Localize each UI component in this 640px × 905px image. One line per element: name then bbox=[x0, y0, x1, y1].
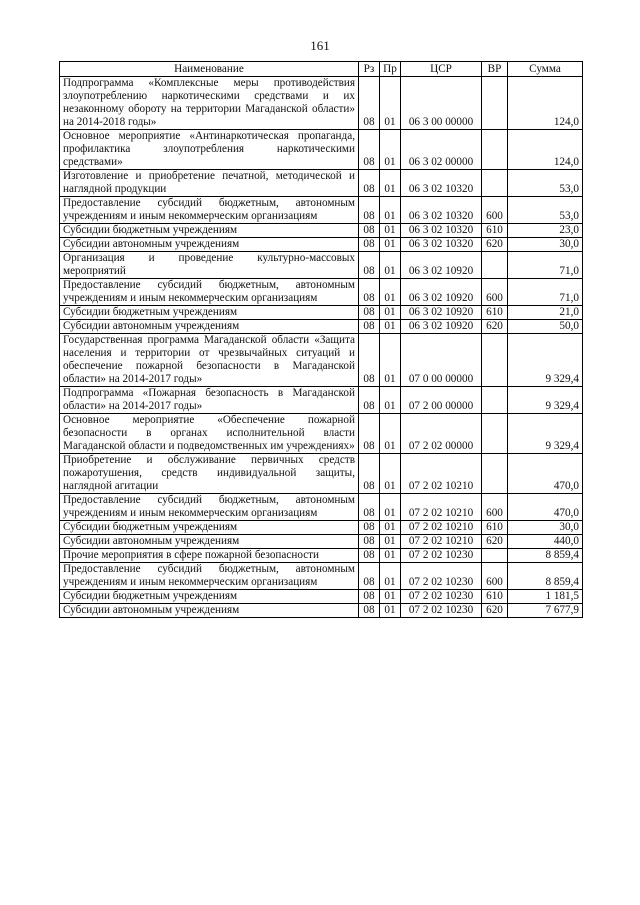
cell-name: Основное мероприятие «Антинаркотическая пропаганда, профилактика злоупотребления наркотическими средствами» bbox=[60, 130, 359, 170]
cell-csr: 06 3 02 10920 bbox=[401, 306, 482, 320]
cell-sum: 9 329,4 bbox=[508, 387, 583, 414]
cell-rz: 08 bbox=[359, 320, 380, 334]
table-row bbox=[60, 306, 583, 320]
budget-table bbox=[59, 61, 583, 618]
header-sum: Сумма bbox=[508, 62, 583, 77]
header-vr: ВР bbox=[482, 62, 508, 77]
cell-name: Подпрограмма «Комплексные меры противодействия злоупотреблению наркотическими средствами и их незаконному обороту на территории Магаданской области» на 2014-2018 годы» bbox=[60, 77, 359, 130]
cell-csr: 06 3 02 10320 bbox=[401, 170, 482, 197]
cell-vr: 620 bbox=[482, 238, 508, 252]
table-row bbox=[60, 604, 583, 618]
cell-rz: 08 bbox=[359, 197, 380, 224]
cell-csr: 06 3 02 10920 bbox=[401, 252, 482, 279]
cell-csr: 07 2 00 00000 bbox=[401, 387, 482, 414]
table-row bbox=[60, 252, 583, 279]
cell-sum: 124,0 bbox=[508, 77, 583, 130]
cell-vr: 610 bbox=[482, 590, 508, 604]
cell-rz: 08 bbox=[359, 77, 380, 130]
table-row bbox=[60, 334, 583, 387]
cell-sum: 30,0 bbox=[508, 238, 583, 252]
cell-csr: 07 2 02 10230 bbox=[401, 549, 482, 563]
cell-vr: 620 bbox=[482, 535, 508, 549]
table-row bbox=[60, 130, 583, 170]
cell-pr: 01 bbox=[380, 334, 401, 387]
table-row bbox=[60, 549, 583, 563]
table-row bbox=[60, 563, 583, 590]
cell-vr: 600 bbox=[482, 494, 508, 521]
cell-sum: 9 329,4 bbox=[508, 414, 583, 454]
cell-name: Основное мероприятие «Обеспечение пожарной безопасности в органах исполнительной власти Магаданской области и подведомственных им учреждениях» bbox=[60, 414, 359, 454]
cell-pr: 01 bbox=[380, 306, 401, 320]
table-row bbox=[60, 535, 583, 549]
cell-rz: 08 bbox=[359, 604, 380, 618]
cell-pr: 01 bbox=[380, 414, 401, 454]
cell-vr bbox=[482, 130, 508, 170]
page-number: 161 bbox=[310, 38, 330, 53]
cell-rz: 08 bbox=[359, 306, 380, 320]
cell-sum: 21,0 bbox=[508, 306, 583, 320]
cell-vr bbox=[482, 170, 508, 197]
cell-vr: 620 bbox=[482, 320, 508, 334]
table-row bbox=[60, 521, 583, 535]
cell-sum: 7 677,9 bbox=[508, 604, 583, 618]
cell-sum: 50,0 bbox=[508, 320, 583, 334]
cell-csr: 07 2 02 10210 bbox=[401, 521, 482, 535]
cell-csr: 07 2 02 10230 bbox=[401, 604, 482, 618]
cell-csr: 07 2 02 10230 bbox=[401, 563, 482, 590]
cell-vr bbox=[482, 549, 508, 563]
table-row bbox=[60, 224, 583, 238]
cell-name: Субсидии бюджетным учреждениям bbox=[60, 590, 359, 604]
cell-rz: 08 bbox=[359, 238, 380, 252]
cell-rz: 08 bbox=[359, 334, 380, 387]
cell-vr bbox=[482, 387, 508, 414]
cell-vr bbox=[482, 252, 508, 279]
cell-rz: 08 bbox=[359, 414, 380, 454]
cell-name: Изготовление и приобретение печатной, методической и наглядной продукции bbox=[60, 170, 359, 197]
cell-name: Предоставление субсидий бюджетным, автономным учреждениям и иным некоммерческим организациям bbox=[60, 279, 359, 306]
cell-pr: 01 bbox=[380, 387, 401, 414]
cell-rz: 08 bbox=[359, 521, 380, 535]
cell-name: Предоставление субсидий бюджетным, автономным учреждениям и иным некоммерческим организациям bbox=[60, 494, 359, 521]
cell-pr: 01 bbox=[380, 549, 401, 563]
header-pr: Пр bbox=[380, 62, 401, 77]
table-row bbox=[60, 454, 583, 494]
cell-csr: 07 2 02 10210 bbox=[401, 535, 482, 549]
cell-rz: 08 bbox=[359, 224, 380, 238]
cell-pr: 01 bbox=[380, 279, 401, 306]
cell-csr: 06 3 02 10920 bbox=[401, 279, 482, 306]
cell-name: Субсидии автономным учреждениям bbox=[60, 320, 359, 334]
cell-rz: 08 bbox=[359, 454, 380, 494]
table-header-row bbox=[60, 62, 583, 77]
cell-sum: 71,0 bbox=[508, 252, 583, 279]
cell-sum: 470,0 bbox=[508, 494, 583, 521]
cell-sum: 9 329,4 bbox=[508, 334, 583, 387]
cell-sum: 71,0 bbox=[508, 279, 583, 306]
table-row bbox=[60, 590, 583, 604]
cell-csr: 07 2 02 10230 bbox=[401, 590, 482, 604]
table-row bbox=[60, 197, 583, 224]
cell-pr: 01 bbox=[380, 454, 401, 494]
cell-vr: 610 bbox=[482, 306, 508, 320]
table-row bbox=[60, 238, 583, 252]
cell-rz: 08 bbox=[359, 549, 380, 563]
cell-pr: 01 bbox=[380, 494, 401, 521]
cell-name: Субсидии автономным учреждениям bbox=[60, 535, 359, 549]
cell-rz: 08 bbox=[359, 535, 380, 549]
cell-sum: 1 181,5 bbox=[508, 590, 583, 604]
table-body bbox=[60, 77, 583, 618]
cell-csr: 07 2 02 00000 bbox=[401, 414, 482, 454]
cell-pr: 01 bbox=[380, 590, 401, 604]
cell-pr: 01 bbox=[380, 170, 401, 197]
cell-vr bbox=[482, 454, 508, 494]
cell-sum: 470,0 bbox=[508, 454, 583, 494]
cell-name: Субсидии бюджетным учреждениям bbox=[60, 306, 359, 320]
cell-name: Организация и проведение культурно-массовых мероприятий bbox=[60, 252, 359, 279]
header-name: Наименование bbox=[60, 62, 359, 77]
cell-name: Предоставление субсидий бюджетным, автономным учреждениям и иным некоммерческим организациям bbox=[60, 563, 359, 590]
cell-name: Прочие мероприятия в сфере пожарной безопасности bbox=[60, 549, 359, 563]
cell-name: Государственная программа Магаданской области «Защита населения и территории от чрезвычайных ситуаций и обеспечение пожарной безопасности в Магаданской области» на 2014-2017 годы» bbox=[60, 334, 359, 387]
cell-sum: 440,0 bbox=[508, 535, 583, 549]
cell-pr: 01 bbox=[380, 224, 401, 238]
cell-sum: 23,0 bbox=[508, 224, 583, 238]
cell-csr: 06 3 02 10920 bbox=[401, 320, 482, 334]
table-row bbox=[60, 414, 583, 454]
cell-csr: 07 0 00 00000 bbox=[401, 334, 482, 387]
cell-rz: 08 bbox=[359, 130, 380, 170]
cell-rz: 08 bbox=[359, 387, 380, 414]
cell-name: Субсидии бюджетным учреждениям bbox=[60, 521, 359, 535]
cell-csr: 06 3 02 10320 bbox=[401, 238, 482, 252]
cell-csr: 06 3 02 10320 bbox=[401, 197, 482, 224]
cell-sum: 53,0 bbox=[508, 170, 583, 197]
cell-csr: 06 3 02 00000 bbox=[401, 130, 482, 170]
header-csr: ЦСР bbox=[401, 62, 482, 77]
table-row bbox=[60, 494, 583, 521]
cell-csr: 06 3 02 10320 bbox=[401, 224, 482, 238]
cell-name: Субсидии автономным учреждениям bbox=[60, 604, 359, 618]
header-rz: Рз bbox=[359, 62, 380, 77]
cell-vr bbox=[482, 77, 508, 130]
cell-pr: 01 bbox=[380, 130, 401, 170]
cell-sum: 8 859,4 bbox=[508, 549, 583, 563]
cell-name: Приобретение и обслуживание первичных средств пожаротушения, средств индивидуальной защиты, наглядной агитации bbox=[60, 454, 359, 494]
cell-csr: 06 3 00 00000 bbox=[401, 77, 482, 130]
cell-rz: 08 bbox=[359, 252, 380, 279]
table-row bbox=[60, 170, 583, 197]
cell-sum: 124,0 bbox=[508, 130, 583, 170]
cell-vr bbox=[482, 334, 508, 387]
cell-pr: 01 bbox=[380, 320, 401, 334]
cell-pr: 01 bbox=[380, 238, 401, 252]
cell-pr: 01 bbox=[380, 197, 401, 224]
cell-name: Подпрограмма «Пожарная безопасность в Магаданской области» на 2014-2017 годы» bbox=[60, 387, 359, 414]
cell-pr: 01 bbox=[380, 252, 401, 279]
table-row bbox=[60, 279, 583, 306]
cell-vr: 600 bbox=[482, 197, 508, 224]
table-row bbox=[60, 320, 583, 334]
cell-vr: 600 bbox=[482, 279, 508, 306]
cell-rz: 08 bbox=[359, 279, 380, 306]
cell-pr: 01 bbox=[380, 77, 401, 130]
cell-csr: 07 2 02 10210 bbox=[401, 494, 482, 521]
cell-rz: 08 bbox=[359, 563, 380, 590]
cell-sum: 30,0 bbox=[508, 521, 583, 535]
cell-name: Предоставление субсидий бюджетным, автономным учреждениям и иным некоммерческим организациям bbox=[60, 197, 359, 224]
cell-vr bbox=[482, 414, 508, 454]
cell-vr: 610 bbox=[482, 224, 508, 238]
cell-name: Субсидии бюджетным учреждениям bbox=[60, 224, 359, 238]
cell-pr: 01 bbox=[380, 563, 401, 590]
cell-rz: 08 bbox=[359, 170, 380, 197]
cell-pr: 01 bbox=[380, 535, 401, 549]
cell-name: Субсидии автономным учреждениям bbox=[60, 238, 359, 252]
cell-vr: 600 bbox=[482, 563, 508, 590]
cell-pr: 01 bbox=[380, 521, 401, 535]
cell-vr: 620 bbox=[482, 604, 508, 618]
cell-rz: 08 bbox=[359, 494, 380, 521]
cell-csr: 07 2 02 10210 bbox=[401, 454, 482, 494]
cell-sum: 8 859,4 bbox=[508, 563, 583, 590]
cell-rz: 08 bbox=[359, 590, 380, 604]
cell-sum: 53,0 bbox=[508, 197, 583, 224]
cell-vr: 610 bbox=[482, 521, 508, 535]
table-row bbox=[60, 77, 583, 130]
cell-pr: 01 bbox=[380, 604, 401, 618]
table-row bbox=[60, 387, 583, 414]
